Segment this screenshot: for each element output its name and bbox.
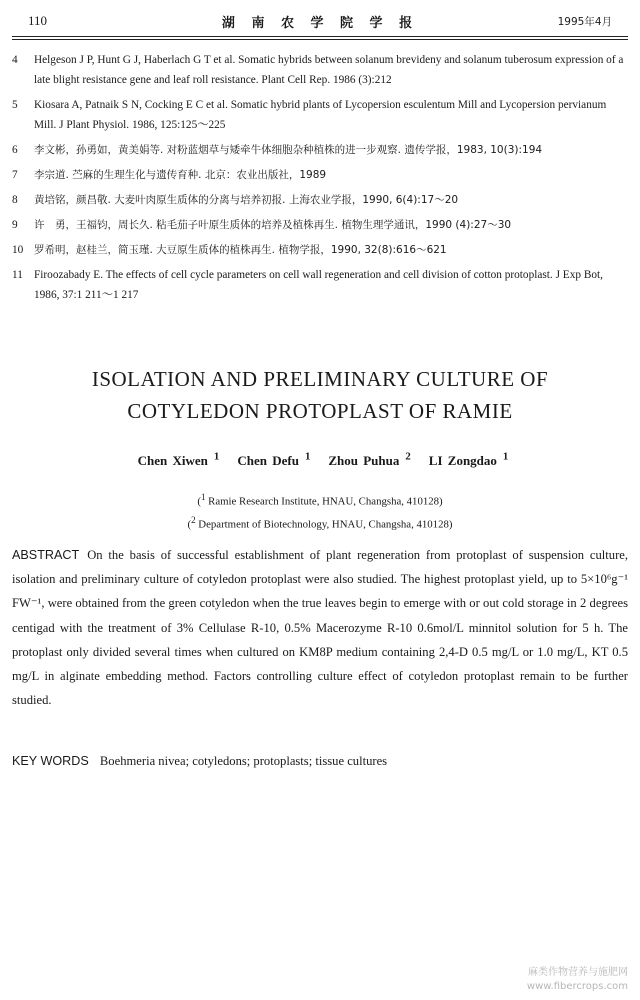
reference-title: Firoozabady E. The effects of cell cycle parameters on cell wall regeneration and cell division of cotton protoplast. (34, 269, 553, 281)
author-affiliation-mark: 2 (405, 451, 411, 463)
reference-text (34, 190, 626, 210)
author-list (0, 451, 640, 469)
keywords-text: Boehmeria nivea; cotyledons; protoplasts; tissue cultures (99, 754, 388, 768)
author (322, 453, 410, 468)
affiliation-text: Department of Biotechnology, HNAU, Changsha, 410128 (198, 518, 449, 531)
reference-text (34, 140, 626, 160)
reference-item (12, 265, 626, 305)
reference-source: J Plant Physiol. 1986, 125:125～225 (59, 119, 226, 131)
reference-source: 北京：农业出版社，1989 (204, 169, 327, 181)
author (132, 453, 220, 468)
author (423, 453, 509, 468)
affiliation-2: ($^2$ Department of Biotechnology, HNAU, Changsha, 410128) (187, 515, 453, 531)
header-rule-thin (12, 39, 628, 40)
affiliation-sup: 1 (200, 492, 206, 502)
reference-item (12, 240, 626, 260)
reference-source: 上海农业学报，1990, 6(4):17～20 (288, 194, 459, 206)
abstract-text: On the basis of successful establishment of plant regeneration from protoplast of suspension culture, isolation and preliminary culture of cotyledon protoplast were also studied. The highest protoplast yield, up to 5×10⁶g⁻¹ FW⁻¹, were obtained from the green cotyledon when the true leaves begin to emerge with or out cold storage in 2 degrees centigad with the treatment of 3% Cellulase R-10, 0.5% Macerozyme R-10 0.6mol/L minnitol solution for 5 h. The protoplast only divided several times when cultured on KM8P medium containing 2,4-D 0.5 mg/L or 1.0 mg/L, KT 0.5 mg/L in alginate embedding method. Factors controlling culture effect of cotyledon protoplast remain to be further studied. (12, 548, 628, 708)
author-name: Chen Xiwen (137, 453, 208, 469)
reference-source: 植物生理学通讯，1990 (4):27～30 (341, 219, 512, 231)
reference-source: 植物学报，1990, 32(8):616～621 (278, 244, 447, 256)
title-line-1: ISOLATION AND PRELIMINARY CULTURE OF (91, 367, 549, 391)
reference-item (12, 95, 626, 135)
affiliation-sup: 2 (191, 515, 196, 525)
author-affiliation-mark: 1 (502, 451, 509, 463)
reference-text (34, 50, 626, 90)
reference-text (34, 215, 626, 235)
reference-item (12, 140, 626, 160)
reference-title: 黄培铭，颜昌敬. 大麦叶肉原生质体的分离与培养初报. (34, 194, 286, 206)
journal-name: 湖 南 农 学 院 学 报 (221, 15, 419, 31)
running-header (28, 6, 612, 36)
affiliation-text: Ramie Research Institute, HNAU, Changsha, 410128 (208, 495, 440, 508)
abstract (12, 543, 628, 712)
reference-item (12, 215, 626, 235)
reference-number: 11 (12, 269, 23, 281)
reference-item (12, 190, 626, 210)
watermark-line-1: 麻类作物营养与施肥网 (528, 967, 628, 978)
abstract-label: ABSTRACT (12, 548, 80, 562)
title-line-2: COTYLEDON PROTOPLAST OF RAMIE (127, 399, 513, 423)
reference-text (34, 165, 626, 185)
reference-text (34, 240, 626, 260)
keywords-label: KEY WORDS (12, 754, 89, 768)
reference-title: 李文彬，孙勇如，黄美娟等. 对粉蓝烟草与矮牵牛体细胞杂种植株的进一步观察. (34, 144, 402, 156)
issue-date: 1995年4月 (557, 15, 612, 28)
reference-text (34, 265, 626, 305)
author-affiliation-mark: 1 (304, 451, 311, 463)
reference-item (12, 50, 626, 90)
affiliation-1: ($^1$ Ramie Research Institute, HNAU, Changsha, 410128) (197, 492, 443, 508)
reference-title: 李宗道. 苎麻的生理生化与遗传育种. (34, 169, 202, 181)
page-number: 110 (28, 13, 48, 28)
reference-number: 7 (12, 169, 18, 181)
reference-item (12, 165, 626, 185)
keywords (12, 754, 628, 769)
reference-source: 遗传学报，1983, 10(3):194 (404, 144, 543, 156)
reference-text (34, 95, 626, 135)
header-rule (12, 36, 628, 37)
author-name: Chen Defu (237, 453, 299, 469)
reference-title: 罗希明，赵桂兰，简玉瑾. 大豆原生质体的植株再生. (34, 244, 276, 256)
reference-title: Kiosara A, Patnaik S N, Cocking E C et al. Somatic hybrid plants of Lycopersion esculentum Mill and Lycopersion pervianum Mill. (34, 99, 607, 131)
author (231, 453, 310, 468)
author-affiliation-mark: 1 (213, 451, 220, 463)
reference-number: 8 (12, 194, 18, 206)
author-name: Zhou Puhua (328, 453, 400, 469)
reference-number: 10 (12, 244, 24, 256)
reference-source: Plant Cell Rep. 1986 (3):212 (261, 74, 392, 86)
reference-number: 9 (12, 219, 18, 231)
author-name: LI Zongdao (428, 453, 497, 469)
reference-number: 4 (12, 54, 18, 66)
watermark-line-2: www.fibercrops.com (526, 981, 628, 992)
paper-title (0, 363, 640, 427)
reference-number: 5 (12, 99, 18, 111)
reference-list (12, 50, 626, 305)
reference-number: 6 (12, 144, 18, 156)
site-watermark (527, 966, 628, 994)
reference-title: Helgeson J P, Hunt G J, Haberlach G T et al. Somatic hybrids between solanum brevideny and solanum tuberosum expression of a late blight resistance gene and leaf roll resistance. (34, 54, 624, 86)
reference-source: J Exp Bot, 1986, 37:1 211～1 217 (34, 269, 603, 301)
reference-title: 许 勇，王福钧，周长久. 粘毛茄子叶原生质体的培养及植株再生. (34, 219, 339, 231)
